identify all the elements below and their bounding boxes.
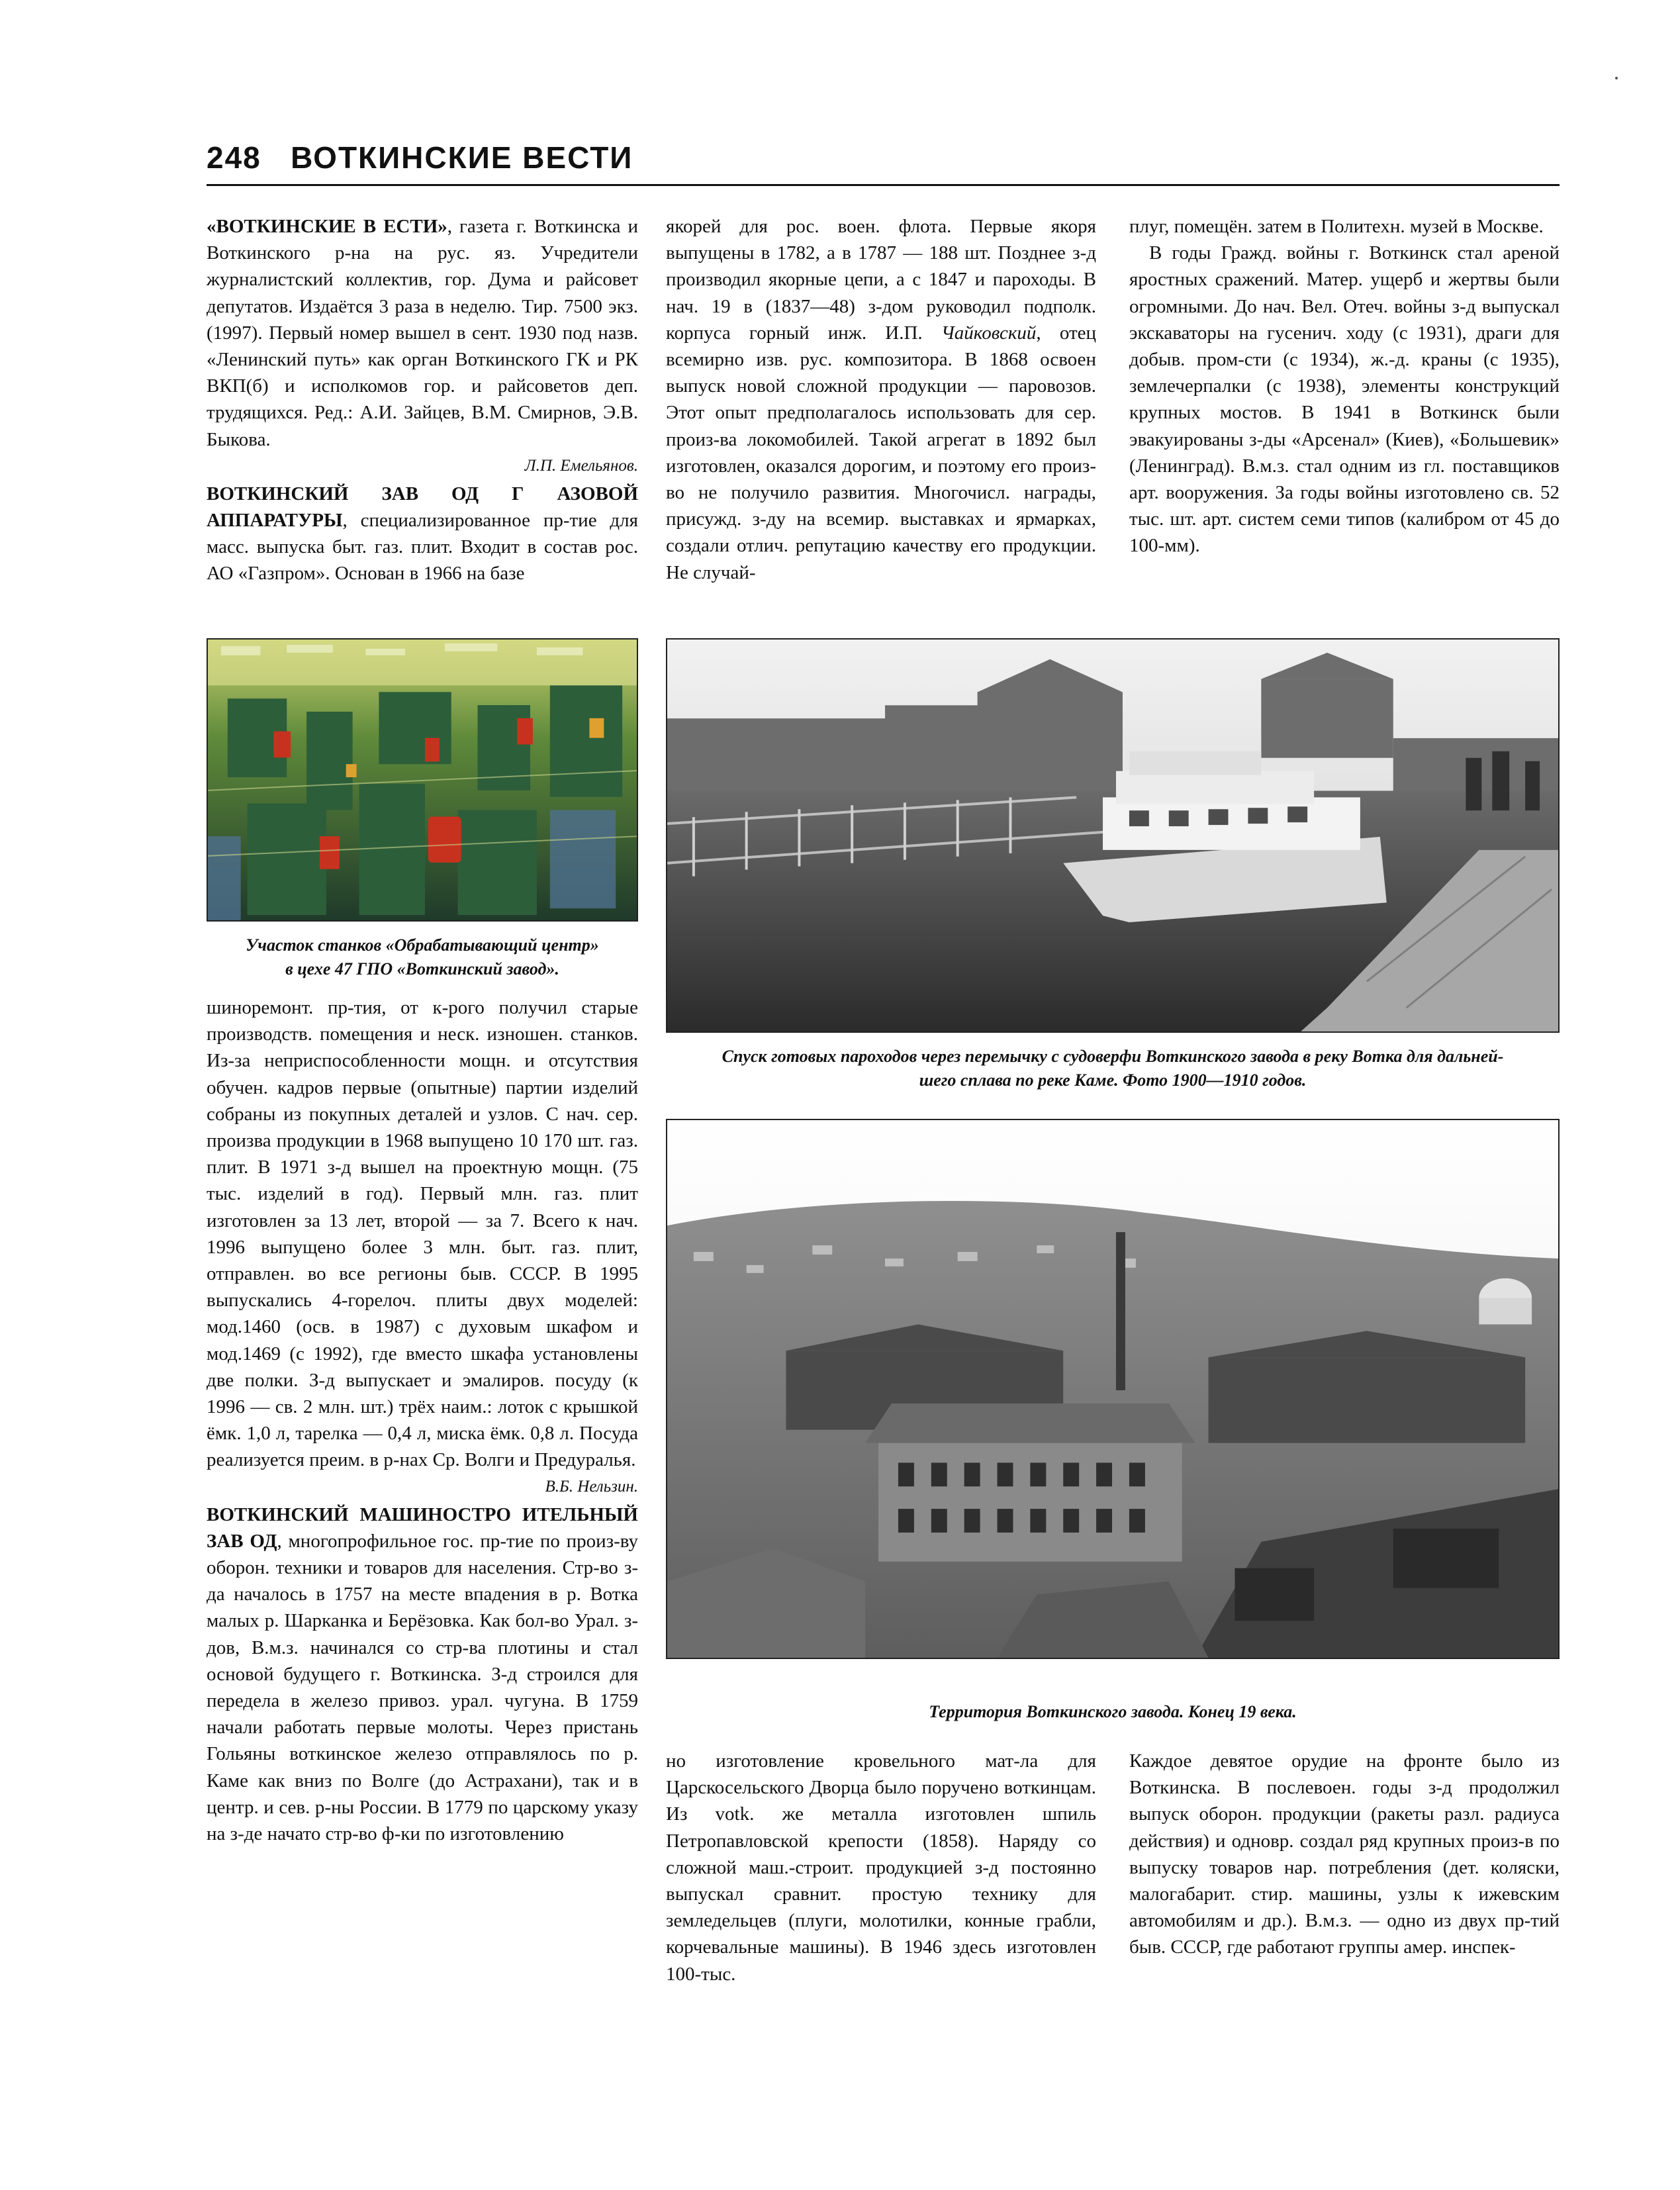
column-3-top [1129,213,1560,559]
entry-headword: ВОТКИНСКИЙ МАШИНОСТРО ИТЕЛЬНЫЙ ЗАВ ОД [207,1503,638,1552]
scan-dot [1615,77,1618,79]
paragraph-text: , многопрофильное гос. пр-тие по произ-ву оборон. техники и товаров для населения. Стр-во з-да началось в 1757 на месте впадения в р. Вотка малых р. Шарканка и Берёзовка. Как бол-во Урал. з-дов, В.м.з. начинался со стр-ва плотины и стал основой будущего г. Воткинска. З-д строился для передела в железо привоз. урал. чугуна. В 1759 начали работать первые молоты. Через пристань Гольяны воткинское железо отправлялось по р. Каме как вниз по Волге (до Астрахани), так и в центр. и сев. р-ны России. В 1779 по царскому указу на з-де начато стр-во ф-ки по изготовлению [207,1530,638,1845]
paragraph-text: но изготовление кровельного мат-ла для Царскосельского Дворца было поручено воткинцам. Из votk. же металла изготовлен шпиль Петропавловской крепости (1858). Наряду со сложной маш.-строит. продукцией з-д постоянно выпускал сравнит. простую технику для земледельцев (плуги, молотилки, конные грабли, корчевальные машины). В 1946 здесь изготовлен 100-тыс. [666,1750,1096,1985]
header-rule [207,184,1560,186]
photo-3-caption: Территория Воткинского завода. Конец 19 века. [929,1702,1297,1721]
paragraph [207,481,638,587]
steamboat-image [667,640,1558,1031]
page-header [207,138,1560,188]
factory-territory-image [667,1120,1558,1658]
paragraph [1129,213,1560,240]
paragraph [666,1748,1096,1987]
article-author: В.Б. Нельзин. [545,1477,638,1496]
paragraph-text: шиноремонт. пр-тия, от к-рого получил старые производств. помещения и неск. изношен. станков. Из-за неприспособленности мощн. и отсутствия обучен. кадров первые (опытные) партии изделий собраны из покупных деталей и узлов. С нач. сер. произва продукции в 1968 выпущено 10 170 шт. газ. плит. В 1971 з-д вышел на проектную мощн. (75 тыс. изделий в год). Первый млн. газ. плит изготовлен за 13 лет, второй — за 7. Всего к нач. 1996 выпущено более 3 млн. быт. газ. плит, отправлен. во все регионы быв. СССР. В 1995 выпускались 4-горелоч. плиты двух моделей: мод.1460 (осв. в 1987) с духовым шкафом и мод.1469 (с 1992), где вместо шкафа установлены две полки. З-д выпускает и эмалиров. посуду (к 1996 — св. 2 млн. шт.) трёх наим.: лоток с крышкой ёмк. 1,0 л, тарелка — 0,4 л, миска ёмк. 0,8 л. Посуда реализуется преим. в р-нах Ср. Волги и Предуралья. [207,997,638,1471]
running-title: ВОТКИНСКИЕ ВЕСТИ [291,140,633,175]
italic-name: Чайковский [941,322,1037,344]
paragraph-text: , специализированное пр-тие для масс. выпуска быт. газ. плит. Входит в состав рос. АО «Газпром». Основан в 1966 на базе [207,510,638,585]
paragraph [1129,1748,1560,1961]
paragraph [1129,240,1560,559]
photo-machining-center [207,638,638,922]
paragraph [207,1501,638,1848]
article-author: Л.П. Емельянов. [524,456,638,475]
paragraph-text: В годы Гражд. войны г. Воткинск стал ареной яростных сражений. Матер. ущерб и жертвы были огромными. До нач. Вел. Отеч. войны з-д выпускал экскаваторы на гусенич. ходу (с 1931), драги для добыв. пром-сти (с 1934), ж.-д. краны (с 1935), землечерпалки (с 1938), элементы конструкций крупных мостов. В 1941 в Воткинск были эвакуированы з-ды «Арсенал» (Киев), «Большевик» (Ленинград). В.м.з. стал одним из гл. поставщиков арт. вооружения. За годы войны изготовлено св. 52 тыс. шт. арт. систем семи типов (калибром от 45 до 100-мм). [1129,242,1560,557]
machining-center-image [208,640,637,920]
column-3-bottom [1129,1748,1560,1961]
entry-headword: «ВОТКИНСКИЕ В ЕСТИ» [207,216,447,237]
photo-1-caption: Участок станков «Обрабатывающий центр» в цехе 47 ГПО «Воткинский завод». [246,935,599,978]
photo-factory-territory [666,1119,1560,1659]
entry-headword: ВОТКИНСКИЙ ЗАВ ОД Г АЗОВОЙ АППАРАТУРЫ [207,483,638,532]
column-1-bottom [207,994,638,1847]
column-2-top [666,213,1096,586]
paragraph-text: , газета г. Воткинска и Воткинского р-на на рус. яз. Учредители журналистский коллектив, гор. Дума и райсовет депутатов. Издаётся 3 раза в неделю. Тир. 7500 экз. (1997). Первый номер вышел в сент. 1930 под назв. «Ленинский путь» как орган Воткинского ГК и РК ВКП(б) и исполкомов гор. и райсоветов деп. трудящихся. Ред.: А.И. Зайцев, В.М. Смирнов, Э.В. Быкова. [207,216,638,450]
paragraph-text: якорей для рос. воен. флота. Первые якоря выпущены в 1782, а в 1787 — 188 шт. Позднее з-д производил якорные цепи, а с 1847 и пароходы. В нач. 19 в (1837—48) з-дом руководил подполк. корпуса горный инж. И.П. [666,216,1096,344]
column-1-top [207,213,638,587]
paragraph-text: плуг, помещён. затем в Политехн. музей в Москве. [1129,216,1544,237]
paragraph [207,994,638,1474]
paragraph-text: Каждое девятое орудие на фронте было из Воткинска. В послевоен. годы з-д продолжил выпуск оборон. продукции (ракеты разл. радиуса действия) и одновр. создал ряд крупных произ-в по выпуску товаров нар. потребления (дет. коляски, малогабарит. стир. машины, узлы к ижевским автомобилям и др.). В.м.з. — одно из двух пр-тий быв. СССР, где работают группы амер. инспек- [1129,1750,1560,1958]
paragraph [666,213,1096,586]
column-2-bottom [666,1748,1096,1987]
photo-steamboat [666,638,1560,1033]
paragraph-text: , отец всемирно изв. рус. композитора. В 1868 освоен выпуск новой сложной продукции — паровозов. Этот опыт предполагалось использовать для сер. произ-ва локомобилей. Такой агрегат в 1892 был изготовлен, оказался дорогим, и поэтому его произ-во не получило развития. Многочисл. награды, присужд. з-ду на всемир. выставках и ярмарках, создали отлич. репутацию качеству его продукции. Не случай- [666,322,1097,583]
page-number: 248 [207,140,261,175]
photo-2-caption: Спуск готовых пароходов через перемычку с судоверфи Воткинского завода в реку Вотка для дальней- шего сплава по реке Каме. Фото 1900—1910 годов. [722,1047,1504,1090]
paragraph [207,213,638,453]
